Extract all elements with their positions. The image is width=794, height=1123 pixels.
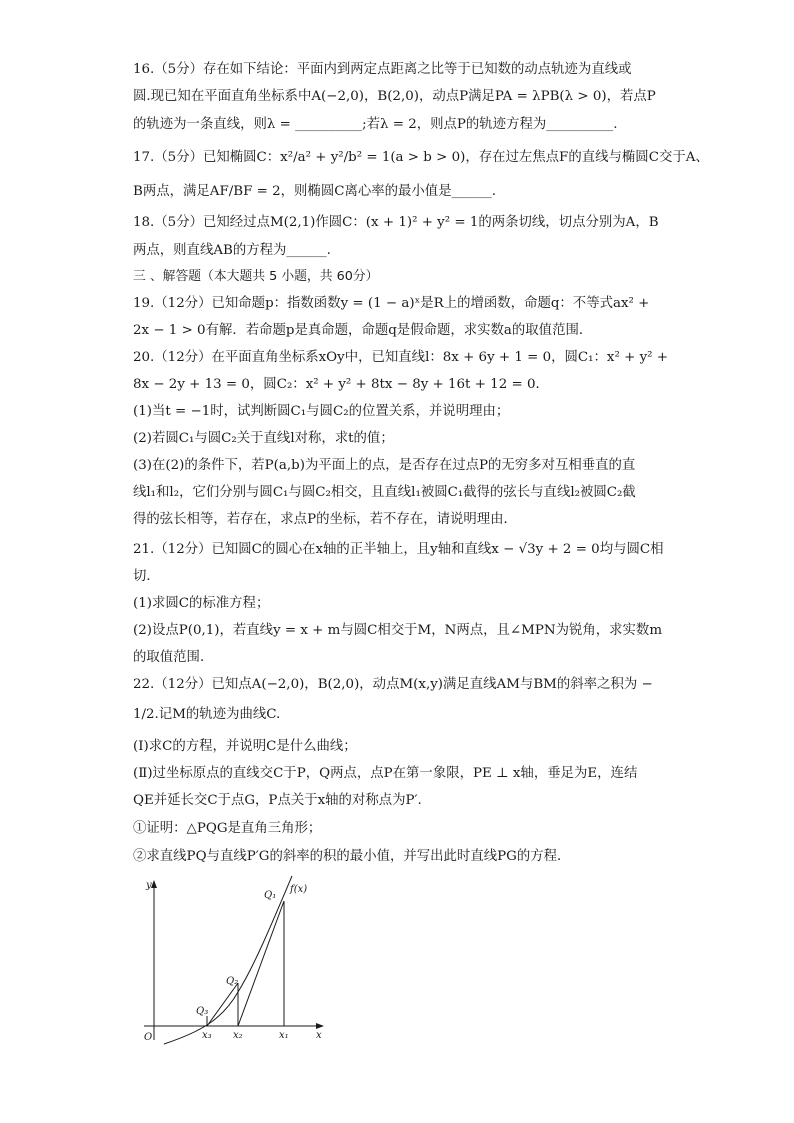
q20-part-2: (2)若圆C₁与圆C₂关于直线l对称，求t的值； [133, 431, 394, 446]
curve-fx [164, 876, 292, 1044]
label-x: x [316, 1030, 322, 1041]
q19-line-2: 2x − 1 > 0有解．若命题p是真命题，命题q是假命题，求实数a的取值范围． [133, 323, 593, 338]
q21-part-2-line-1: (2)设点P(0,1)，若直线y = x + m与圆C相交于M，N两点，且∠MPN为锐角，求实数m [133, 623, 663, 638]
label-x1: x₁ [279, 1030, 289, 1041]
q22-line-2: 1/2.记M的轨迹为曲线C. [133, 707, 281, 722]
x-axis-arrow [316, 1023, 324, 1029]
label-x3: x₃ [202, 1030, 212, 1041]
label-x2: x₂ [233, 1030, 243, 1041]
section-heading: 三 、解答题（本大题共 5 小题，共 60分） [133, 269, 379, 284]
y-axis-arrow [151, 880, 157, 888]
label-y: y [146, 880, 152, 891]
label-fx: f(x) [290, 884, 308, 895]
q19-line-1: 19.（12分）已知命题p：指数函数y = (1 − a)ˣ是R上的增函数，命题q：不等式ax² + [133, 296, 650, 311]
q20-part-3-line-1: (3)在(2)的条件下，若P(a,b)为平面上的点，是否存在过点P的无穷多对互相垂直的直 [133, 458, 636, 473]
q20-line-2: 8x − 2y + 13 = 0，圆C₂：x² + y² + 8tx − 8y + 16t + 12 = 0． [133, 377, 549, 392]
tangent-2 [207, 983, 238, 1026]
label-q1: Q₁ [264, 890, 277, 901]
q22-part-2-line-1: (Ⅱ)过坐标原点的直线交C于P，Q两点，点P在第一象限，PE ⊥ x轴，垂足为E，连结 [133, 766, 638, 781]
q21-line-1: 21.（12分）已知圆C的圆心在x轴的正半轴上，且y轴和直线x − √3y + 2 = 0均与圆C相 [133, 542, 664, 557]
q20-part-3-line-3: 得的弦长相等，若存在，求点P的坐标，若不存在，请说明理由． [133, 512, 517, 527]
q21-part-1: (1)求圆C的标准方程； [133, 596, 270, 611]
q16-line-1: 16.（5分）存在如下结论：平面内到两定点距离之比等于已知数的动点轨迹为直线或 [133, 62, 632, 77]
label-o: O [144, 1032, 153, 1043]
figure-svg [130, 870, 330, 1050]
q16-line-2: 圆.现已知在平面直角坐标系中A(−2,0)，B(2,0)，动点P满足PA = λPB(λ > 0)，若点P [133, 89, 656, 104]
q18-line-1: 18.（5分）已知经过点M(2,1)作圆C：(x + 1)² + y² = 1的两条切线，切点分别为A，B [133, 215, 659, 230]
q20-part-1: (1)当t = −1时，试判断圆C₁与圆C₂的位置关系，并说明理由； [133, 404, 510, 419]
q18-line-2: 两点，则直线AB的方程为______. [133, 243, 331, 258]
q20-line-1: 20.（12分）在平面直角坐标系xOy中，已知直线l：8x + 6y + 1 = 0，圆C₁：x² + y² + [133, 350, 668, 365]
tangent-1 [238, 901, 284, 1026]
q17-line-2: B两点，满足AF/BF = 2，则椭圆C离心率的最小值是______. [133, 184, 497, 199]
q16-line-3: 的轨迹为一条直线，则λ = __________;若λ = 2，则点P的轨迹方程为__________. [133, 117, 618, 132]
q22-part-1: (Ⅰ)求C的方程，并说明C是什么曲线； [133, 739, 357, 754]
q22-sub-1: ①证明：△PQG是直角三角形； [133, 821, 322, 836]
q22-line-1: 22.（12分）已知点A(−2,0)，B(2,0)，动点M(x,y)满足直线AM与BM的斜率之积为 − [133, 677, 653, 692]
q20-part-3-line-2: 线l₁和l₂，它们分别与圆C₁与圆C₂相交，且直线l₁被圆C₁截得的弦长与直线l₂被圆C₂截 [133, 485, 636, 500]
q21-part-2-line-2: 的取值范围． [133, 650, 214, 665]
label-q2: Q₂ [226, 976, 239, 987]
q22-part-2-line-2: QE并延长交C于点G，P点关于x轴的对称点为P′. [133, 793, 422, 808]
q22-sub-2: ②求直线PQ与直线P′G的斜率的积的最小值，并写出此时直线PG的方程． [133, 849, 571, 864]
label-q3: Q₃ [196, 1006, 209, 1017]
newton-method-figure [130, 870, 330, 1050]
q17-line-1: 17.（5分）已知椭圆C：x²/a² + y²/b² = 1(a > b > 0)，存在过左焦点F的直线与椭圆C交于A、 [133, 150, 709, 165]
q21-line-2: 切． [133, 569, 160, 584]
